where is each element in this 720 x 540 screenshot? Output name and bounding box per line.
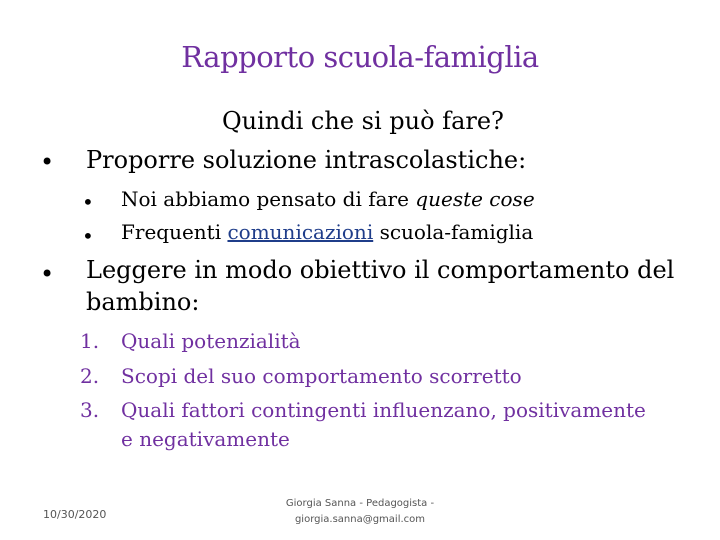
sub-bullet-text: Frequenti comunicazioni scuola-famiglia <box>121 220 534 244</box>
sub-bullet-text: Noi abbiamo pensato di fare queste cose <box>121 187 535 211</box>
numbered-item: Quali potenzialità <box>121 329 301 353</box>
footer-date: 10/30/2020 <box>43 508 107 521</box>
footer-author-email: giorgia.sanna@gmail.com <box>294 514 426 525</box>
comunicazioni-link[interactable]: comunicazioni <box>227 220 374 244</box>
footer-author <box>255 496 465 528</box>
list-number: 2. <box>80 364 100 388</box>
footer-author-line1: Giorgia Sanna - Pedagogista - <box>285 498 435 509</box>
numbered-item-line1: Quali fattori contingenti influenzano, positivamente <box>121 398 646 422</box>
sub-bullet-marker: • <box>82 224 94 248</box>
list-number: 1. <box>80 329 100 353</box>
sub-bullet-marker: • <box>82 190 94 214</box>
numbered-item-line2: e negativamente <box>121 427 290 451</box>
slide-title: Rapporto scuola-famiglia <box>181 40 539 74</box>
bullet-marker: • <box>40 260 55 288</box>
bullet-text: Proporre soluzione intrascolastiche: <box>86 146 527 174</box>
bullet-text-line2: bambino: <box>86 288 200 316</box>
slide-subtitle: Quindi che si può fare? <box>222 107 504 135</box>
numbered-item: Scopi del suo comportamento scorretto <box>121 364 522 388</box>
list-number: 3. <box>80 398 100 422</box>
bullet-text-line1: Leggere in modo obiettivo il comportamento del <box>86 256 675 284</box>
italic-phrase: queste cose <box>415 187 535 211</box>
bullet-marker: • <box>40 148 55 176</box>
